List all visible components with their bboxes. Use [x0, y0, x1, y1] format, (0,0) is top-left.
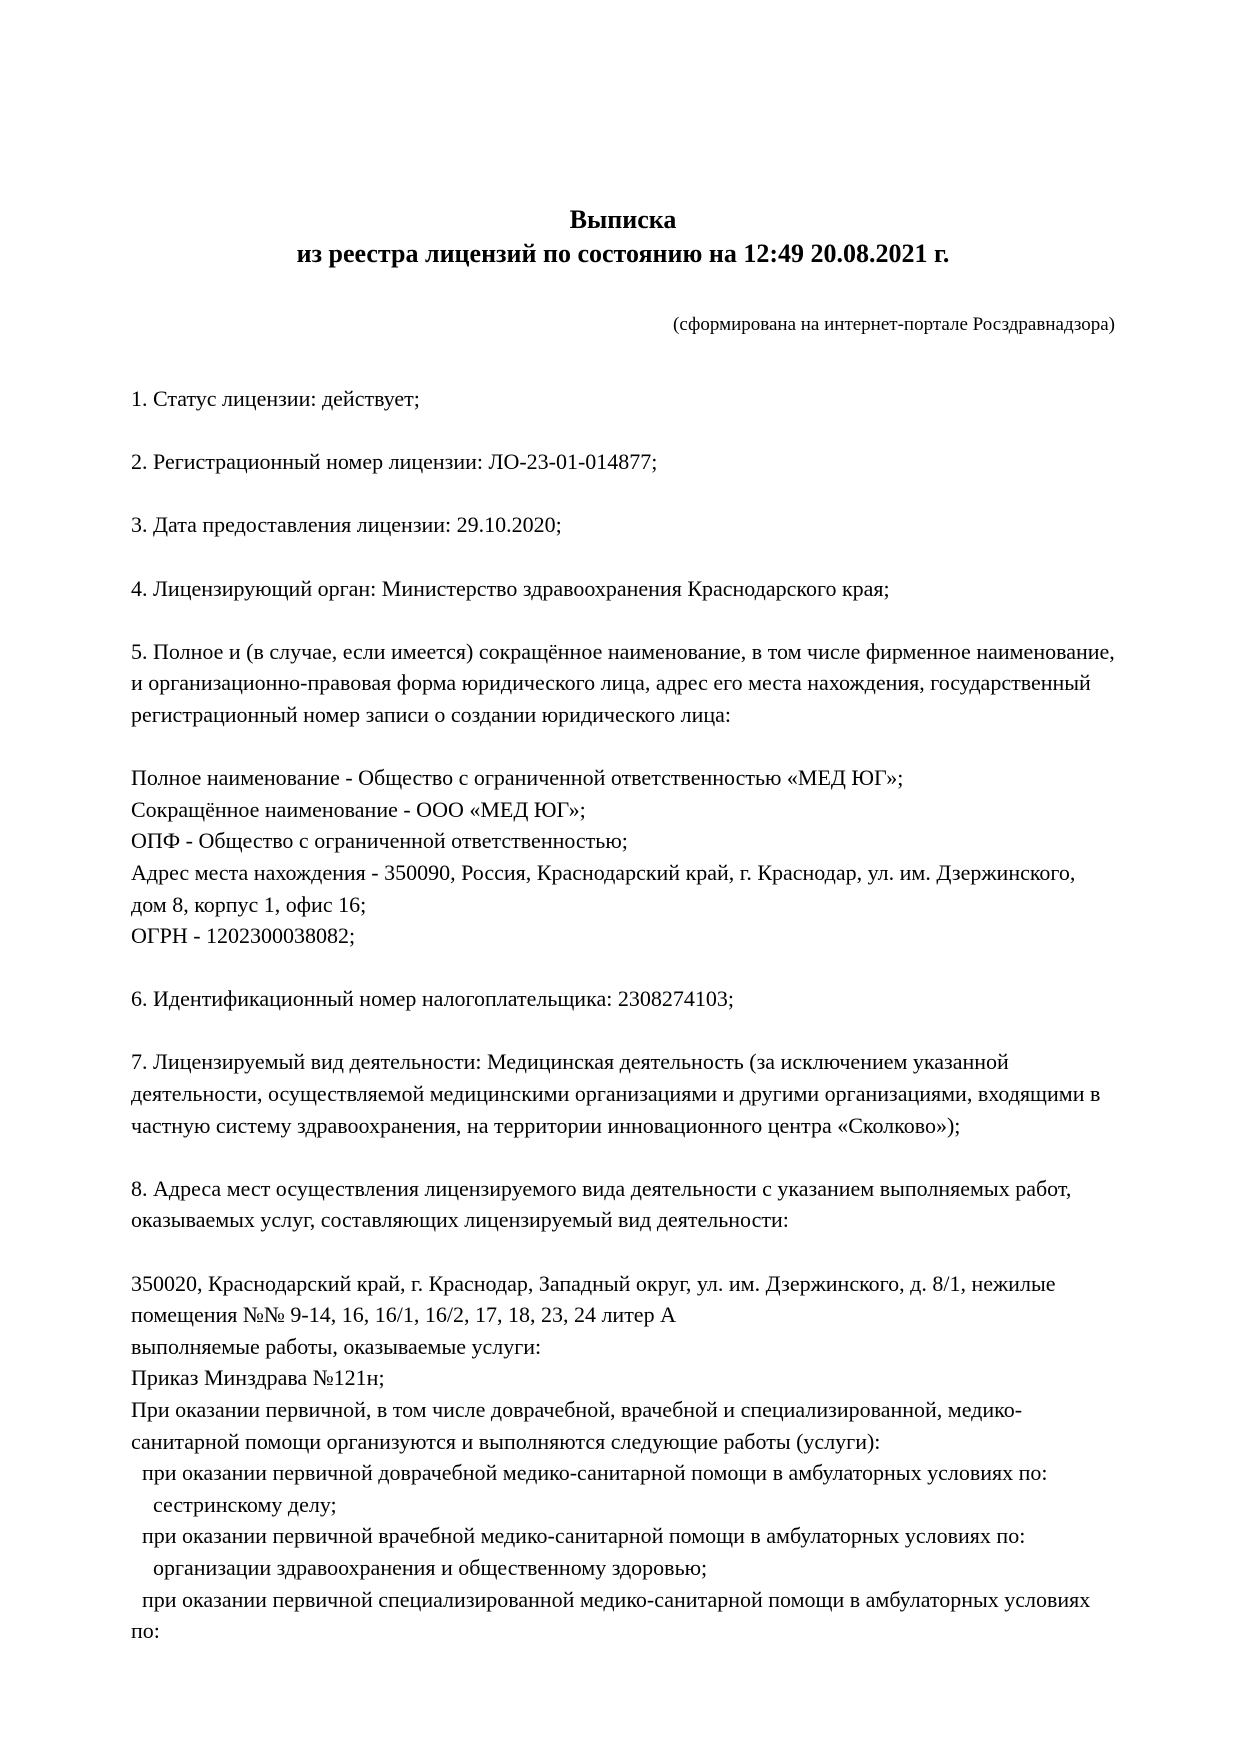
short-name-line: Сокращённое наименование - ООО «МЕД ЮГ»; — [131, 796, 586, 822]
document-title — [131, 203, 1115, 271]
doc-line: 2. Регистрационный номер лицензии: ЛО-23-01-014877; — [131, 449, 658, 475]
medical-care-line: при оказании первичной врачебной медико-санитарной помощи в амбулаторных условиях по: — [131, 1523, 1026, 1549]
primary-care-intro-line: При оказании первичной, в том числе доврачебной, врачебной и специализированной, медико-санитарной помощи организуются и выполняются следующие работы (услуги): — [131, 1397, 1023, 1454]
doc-line: 5. Полное и (в случае, если имеется) сокращённое наименование, в том числе фирменное наименование, и организационно-правовая форма юридического лица, адрес его места нахождения, государственный регистрационный номер записи о создании юридического лица: — [131, 638, 1121, 727]
doc-line: 1. Статус лицензии: действует; — [131, 386, 420, 411]
activity-address-line: 350020, Краснодарский край, г. Краснодар, Западный округ, ул. им. Дзержинского, д. 8/1, нежилые помещения №№ 9-14, 16, 16/1, 16/2, 17, 18, 23, 24 литер А — [131, 1270, 1061, 1328]
ministry-order-line: Приказ Минздрава №121н; — [131, 1365, 385, 1391]
doc-line: 4. Лицензирующий орган: Министерство здравоохранения Краснодарского края; — [131, 575, 890, 601]
license-status-paragraph — [131, 383, 1115, 415]
document-subtitle: (сформирована на интернет-портале Росздравнадзора) — [673, 314, 1115, 335]
full-name-line: Полное наименование - Общество с ограниченной ответственностью «МЕД ЮГ»; — [131, 765, 904, 791]
ogrn-line: ОГРН - 1202300038082; — [131, 923, 356, 949]
doc-line: 6. Идентификационный номер налогоплательщика: 2308274103; — [131, 986, 734, 1012]
document-body — [131, 383, 1121, 1647]
licensed-activity-paragraph — [131, 1046, 1115, 1141]
health-organization-line: организации здравоохранения и общественному здоровью; — [131, 1554, 708, 1580]
title-line-1: Выписка — [569, 205, 677, 234]
organization-details-paragraph — [131, 762, 1115, 952]
licensing-authority-paragraph — [131, 573, 1115, 605]
legal-form-line: ОПФ - Общество с ограниченной ответственностью; — [131, 828, 628, 854]
activity-addresses-intro-paragraph — [131, 1173, 1115, 1236]
license-date-paragraph — [131, 509, 1115, 541]
works-services-label-line: выполняемые работы, оказываемые услуги: — [131, 1333, 542, 1359]
title-line-2: из реестра лицензий по состоянию на 12:49 20.08.2021 г. — [296, 239, 950, 268]
doc-line: 7. Лицензируемый вид деятельности: Медицинская деятельность (за исключением указанной деятельности, осуществляемой медицинскими организациями и другими организациями, входящими в частную систему здравоохранения, на территории инновационного центра «Сколково»); — [131, 1049, 1106, 1138]
doc-line: 8. Адреса мест осуществления лицензируемого вида деятельности с указанием выполняемых работ, оказываемых услуг, составляющих лицензируемый вид деятельности: — [131, 1175, 1077, 1233]
legal-entity-intro-paragraph — [131, 636, 1121, 731]
inn-paragraph — [131, 983, 1115, 1015]
license-number-paragraph — [131, 446, 1115, 478]
doc-line: 3. Дата предоставления лицензии: 29.10.2020; — [131, 512, 562, 538]
nursing-line: сестринскому делу; — [131, 1491, 337, 1517]
activity-address-details-paragraph — [131, 1268, 1115, 1647]
address-line: Адрес места нахождения - 350090, Россия, Краснодарский край, г. Краснодар, ул. им. Дзержинского, дом 8, корпус 1, офис 16; — [131, 859, 1081, 917]
specialized-care-line: при оказании первичной специализированной медико-санитарной помощи в амбулаторных условиях по: — [131, 1586, 1096, 1644]
pre-medical-care-line: при оказании первичной доврачебной медико-санитарной помощи в амбулаторных условиях по: — [131, 1460, 1048, 1486]
